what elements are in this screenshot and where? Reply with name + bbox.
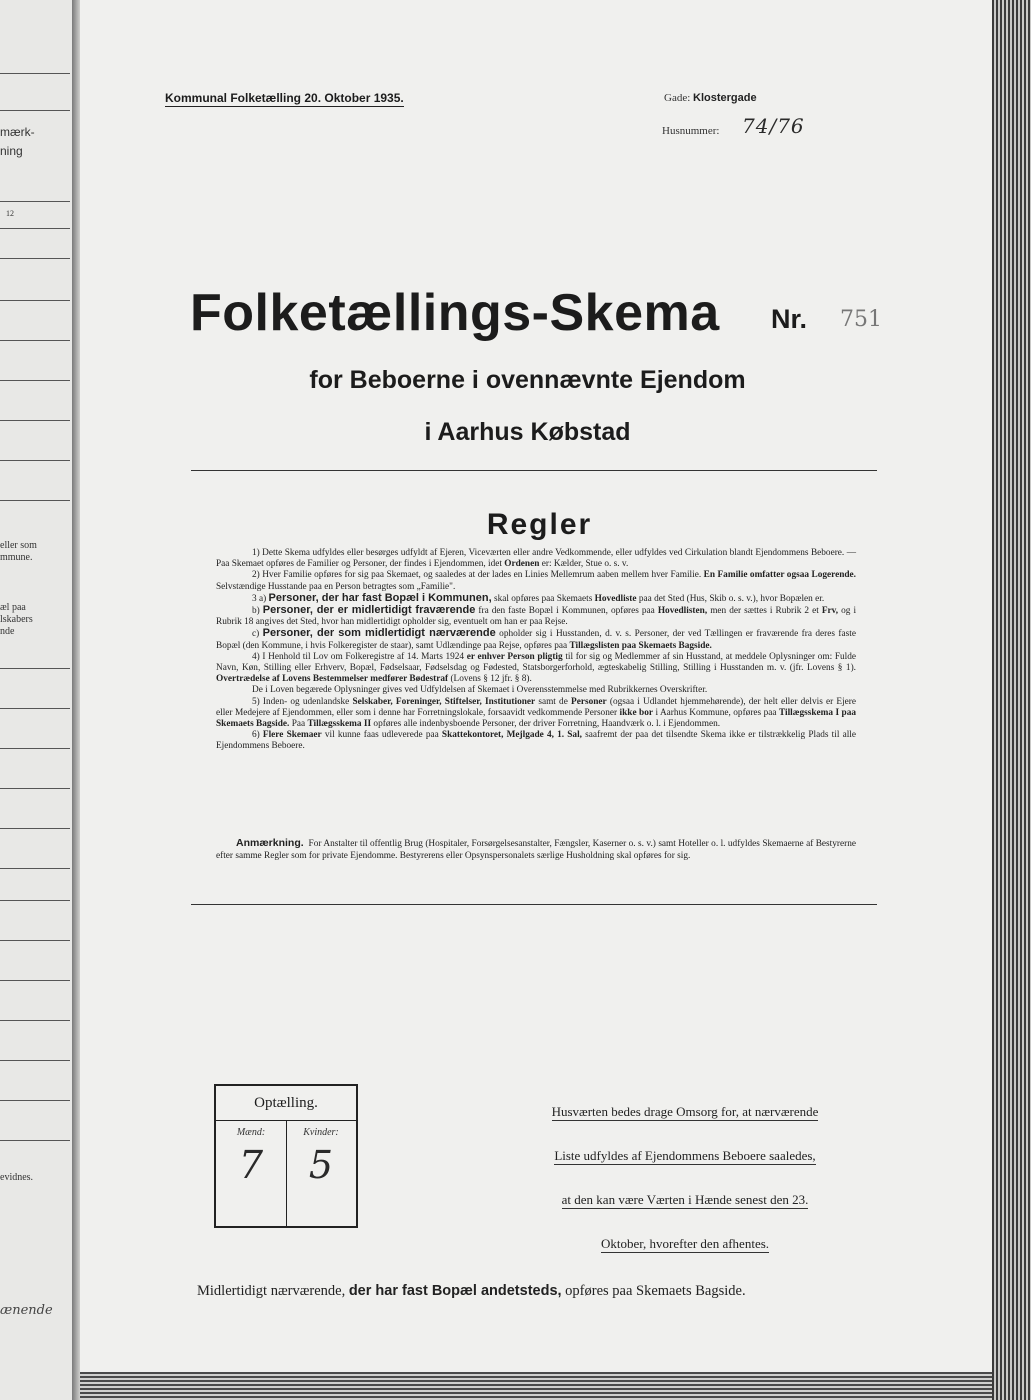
left-page-rule [0, 1100, 70, 1101]
remark-note [216, 837, 856, 862]
women-count-value: 5 [308, 1143, 334, 1187]
landlord-notice [520, 1094, 850, 1270]
count-box [214, 1084, 358, 1228]
divider [191, 470, 877, 471]
census-title: Kommunal Folketælling 20. Oktober 1935. [165, 91, 404, 105]
left-page-rule [0, 228, 70, 229]
left-page-handwriting: ænende [0, 1303, 53, 1318]
rule-4: 4) I Henhold til Lov om Folkeregistre af 14. Marts 1924 er enhver Person pligtig til for sig og Medlemmer af sin Husstand, at meddele Oplysninger om: Fulde Navn, Køn, Stilling eller Erhverv, Bopæl, Fødselsaar, Fødselsdag og Fødested, Statsborgerforhold, ægteskabelig Stilling, Stilling i Husstanden m. v. (jfr. Lovens § 1). Overtrædelse af Lovens Bestemmelser medfører Bødestraf (Lovens § 12 jfr. § 8). [216, 651, 857, 685]
count-title: Optælling. [216, 1086, 356, 1121]
house-number-label: Husnummer: [662, 125, 720, 137]
notice-line: Husværten bedes drage Omsorg for, at nærværende [551, 1104, 819, 1119]
women-label: Kvinder: [303, 1127, 339, 1138]
left-page-text: nde [0, 626, 15, 637]
form-subtitle-location: i Aarhus Købstad [424, 418, 631, 446]
remark-text: For Anstalter til offentlig Brug (Hospitaler, Forsørgelsesanstalter, Fængsler, Kaserner o. s. v.) samt Hoteller o. l. udfyldes Skemaerne af Bestyrerne efter samme Regler som for private Ejendomme. Bestyrerens eller Opsynspersonalets særlige Husholdning skal opføres for sig. [216, 839, 856, 861]
left-page-rule [0, 708, 70, 709]
rule-6: 6) Flere Skemaer vil kunne faas udleverede paa Skattekontoret, Mejlgade 4, 1. Sal, saafremt der paa det tilsendte Skema ikke er tilstrækkelig Plads til alle Ejendommens Beboere. [216, 730, 856, 752]
left-page-text: 12 [6, 209, 14, 218]
rules-heading: Regler [486, 508, 593, 541]
left-page-text: æl paa [0, 602, 26, 613]
left-page-fragment [0, 0, 74, 1400]
women-count-cell [286, 1121, 356, 1226]
form-number-value: 751 [840, 307, 882, 332]
page-edges [992, 0, 1031, 1400]
notice-line: Oktober, hvorefter den afhentes. [600, 1236, 770, 1251]
left-page-rule [0, 980, 70, 981]
house-number-value: 74/76 [742, 114, 805, 138]
rule-3c: c) Personer, der som midlertidigt nærværende opholder sig i Husstanden, d. v. s. Personer, der ved Tællingen er fraværende fra deres faste Bopæl (den Kommune, i hvis Folkeregister de staar), samt Udlændinge paa Rejse, opføres paa Tillægslisten paa Skemaets Bagside. [216, 627, 856, 651]
remark-label: Anmærkning. [236, 837, 304, 849]
form-subtitle: for Beboerne i ovennævnte Ejendom [309, 366, 746, 394]
left-page-text: mmune. [0, 552, 33, 563]
left-page-rule [0, 788, 70, 789]
rule-2: 2) Hver Familie opføres for sig paa Skemaet, og saaledes at der lades en Linies Mellemrum aaben mellem hver Familie. En Familie omfatter ogsaa Logerende. Selvstændige Husstande paa en Person betragtes som „Familie". [216, 570, 856, 592]
street-field [664, 92, 757, 104]
left-page-rule [0, 460, 70, 461]
left-page-rule [0, 900, 70, 901]
left-page-rule [0, 201, 70, 202]
left-page-rule [0, 1060, 70, 1061]
men-count-value: 7 [238, 1143, 264, 1187]
left-page-text: mærk- [0, 125, 35, 139]
divider [191, 904, 877, 905]
left-page-rule [0, 1140, 70, 1141]
notice-line: Liste udfyldes af Ejendommens Beboere saaledes, [554, 1148, 816, 1163]
left-page-text: lskabers [0, 614, 33, 625]
street-label: Gade: [664, 92, 691, 104]
rule-5: 5) Inden- og udenlandske Selskaber, Foreninger, Stiftelser, Institutioner samt de Personer (ogsaa i Udlandet hjemmehørende), der helt eller delvis er Ejere eller Medejere af Ejendommen, eller som i denne har Forretningslokale, forsaavidt vedkommende Personer ikke bor i Aarhus Kommune, opføres paa Tillægsskema I paa Skemaets Bagside. Paa Tillægsskema II opføres alle indenbysboende Personer, der driver Forretning, Haandværk o. l. i Ejendommen. [216, 696, 857, 730]
left-page-text: eller som [0, 540, 37, 551]
left-page-rule [0, 868, 70, 869]
left-page-rule [0, 73, 70, 74]
left-page-rule [0, 258, 70, 259]
left-page-text: ning [0, 144, 23, 158]
rule-3a: 3 a) Personer, der har fast Bopæl i Kommunen, skal opføres paa Skemaets Hovedliste paa det Sted (Hus, Skib o. s. v.), hvor Bopælen er. [252, 591, 825, 604]
left-page-rule [0, 500, 70, 501]
form-number-label: Nr. [771, 304, 808, 334]
rule-1: 1) Dette Skema udfyldes eller besørges udfyldt af Ejeren, Viceværten eller andre Vedkommende, eller udfyldes ved Cirkulation blandt Ejendommens Beboere. — Paa Skemaet opføres de Familier og Personer, der findes i Ejendommen, idet Ordenen er: Kælder, Stue o. s. v. [216, 548, 856, 570]
book-spine [72, 0, 80, 1400]
left-page-rule [0, 668, 70, 669]
left-page-rule [0, 300, 70, 301]
page-edges-bottom [80, 1372, 992, 1400]
left-page-rule [0, 748, 70, 749]
left-page-rule [0, 940, 70, 941]
left-page-rule [0, 1020, 70, 1021]
left-page-rule [0, 828, 70, 829]
rule-4-note: De i Loven begærede Oplysninger gives ved Udfyldelsen af Skemaet i Overensstemmelse med Rubrikkernes Overskrifter. [252, 685, 708, 696]
footer-instruction: Midlertidigt nærværende, der har fast Bopæl andetsteds, opføres paa Skemaets Bagside. [197, 1283, 746, 1299]
men-label: Mænd: [236, 1127, 266, 1138]
street-value: Klostergade [693, 92, 757, 104]
left-page-rule [0, 110, 70, 111]
notice-line: at den kan være Værten i Hænde senest den 23. [561, 1192, 809, 1207]
left-page-rule [0, 340, 70, 341]
rule-3b: b) Personer, der er midlertidigt fraværende fra den faste Bopæl i Kommunen, opføres paa Hovedlisten, men der sættes i Rubrik 2 et Frv, og i Rubrik 18 angives det Sted, hvor han midlertidigt opholder sig, eventuelt om han er paa Rejse. [216, 604, 857, 628]
left-page-text: evidnes. [0, 1172, 34, 1183]
rules-text [216, 548, 856, 753]
form-title: Folketællings-Skema [190, 284, 720, 342]
men-count-cell [216, 1121, 287, 1226]
